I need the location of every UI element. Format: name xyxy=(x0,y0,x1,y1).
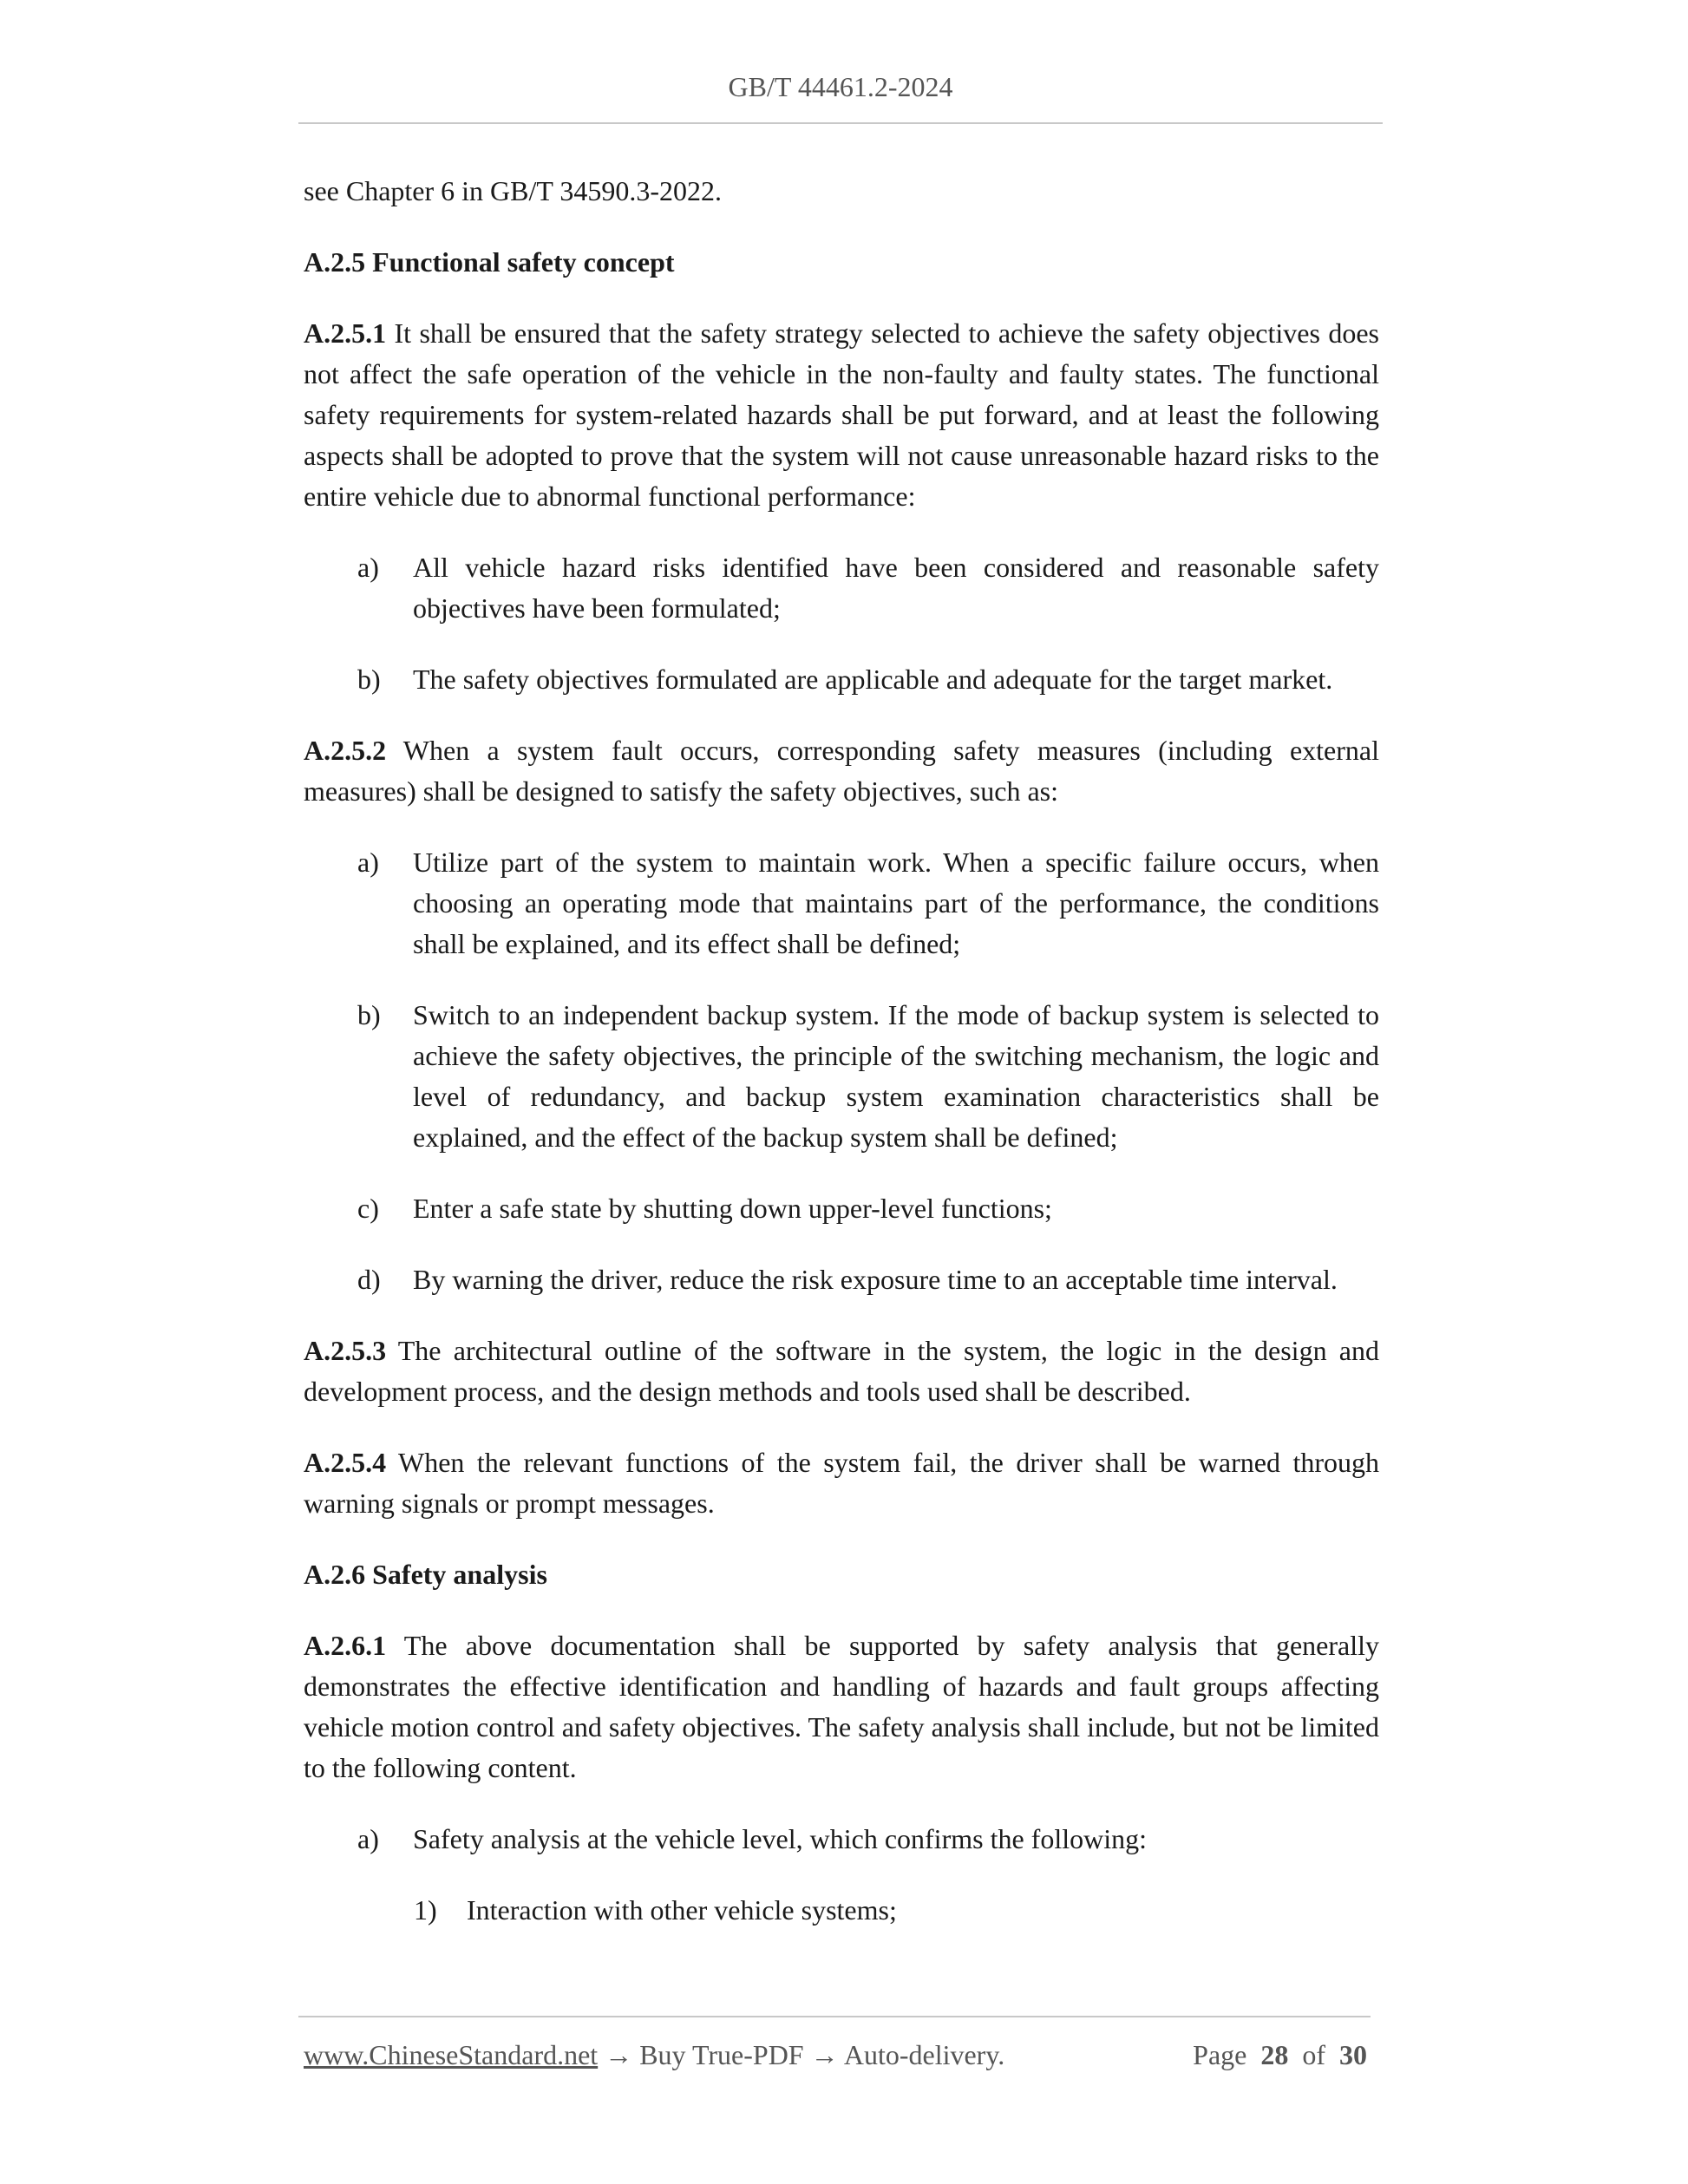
list-item xyxy=(304,547,1379,629)
clause-a2503 xyxy=(304,1331,1379,1412)
footer-buy-text: → Buy True-PDF → Auto-delivery. xyxy=(598,2039,1005,2070)
list-item xyxy=(304,1188,1379,1229)
clause-number: A.2.5.3 xyxy=(304,1335,387,1366)
clause-text: It shall be ensured that the safety strategy selected to achieve the safety objectives does not affect the safe operation of the vehicle in the non-faulty and faulty states. The functional safety requirements for system-related hazards shall be put forward, and at least the following aspects shall be adopted to prove that the system will not cause unreasonable hazard risks to the entire vehicle due to abnormal functional performance: xyxy=(304,317,1379,512)
list-item xyxy=(304,659,1379,700)
list-item-text: Enter a safe state by shutting down upper-level functions; xyxy=(413,1193,1052,1224)
list-item-text: All vehicle hazard risks identified have been considered and reasonable safety objectives have been formulated; xyxy=(413,552,1379,624)
page-footer xyxy=(304,2037,1371,2072)
clause-a2601 xyxy=(304,1625,1379,1788)
clause-a2504 xyxy=(304,1442,1379,1524)
list-item-text: Switch to an independent backup system. If the mode of backup system is selected to achieve the safety objectives, the principle of the switching mechanism, the logic and level of redundancy, and backup system examination characteristics shall be explained, and the effect of the backup system shall be defined; xyxy=(413,999,1379,1153)
sub-list-item xyxy=(304,1890,1379,1931)
header-divider xyxy=(298,122,1383,124)
list-marker: b) xyxy=(357,664,381,695)
list-item-text: The safety objectives formulated are applicable and adequate for the target market. xyxy=(413,664,1333,695)
list-marker: a) xyxy=(357,552,379,583)
clause-number: A.2.5.2 xyxy=(304,735,387,766)
sub-list-marker: 1) xyxy=(414,1894,437,1926)
list-marker: a) xyxy=(357,1823,379,1854)
clause-text: When a system fault occurs, corresponding safety measures (including external measures) shall be designed to satisfy the safety objectives, such as: xyxy=(304,735,1379,807)
page-header-doc-id: GB/T 44461.2-2024 xyxy=(728,71,953,102)
list-marker: c) xyxy=(357,1193,379,1224)
list-item xyxy=(304,842,1379,964)
list-marker: d) xyxy=(357,1264,381,1295)
list-item-text: Safety analysis at the vehicle level, which confirms the following: xyxy=(413,1823,1147,1854)
list-marker: b) xyxy=(357,999,381,1030)
list-item xyxy=(304,1819,1379,1860)
site-link[interactable]: www.ChineseStandard.net xyxy=(304,2039,599,2070)
page-indicator xyxy=(1193,2037,1367,2072)
clause-a2501 xyxy=(304,313,1379,517)
list-item-text: Utilize part of the system to maintain work. When a specific failure occurs, when choosing an operating mode that maintains part of the performance, the conditions shall be explained, and its effect shall be defined; xyxy=(413,847,1379,959)
clause-text: The architectural outline of the software in the system, the logic in the design and development process, and the design methods and tools used shall be described. xyxy=(304,1335,1379,1407)
list-item xyxy=(304,1259,1379,1300)
section-heading-a25: A.2.5 Functional safety concept xyxy=(304,246,675,278)
list-item xyxy=(304,995,1379,1158)
page-word: Page xyxy=(1193,2039,1247,2070)
page-total: 30 xyxy=(1339,2039,1367,2070)
clause-text: The above documentation shall be supported by safety analysis that generally demonstrates the effective identification and handling of hazards and fault groups affecting vehicle motion control and safety objectives. The safety analysis shall include, but not be limited to the following content. xyxy=(304,1630,1379,1783)
intro-paragraph: see Chapter 6 in GB/T 34590.3-2022. xyxy=(304,175,723,206)
document-body xyxy=(304,171,1379,1931)
list-item-text: By warning the driver, reduce the risk exposure time to an acceptable time interval. xyxy=(413,1264,1338,1295)
clause-text: When the relevant functions of the system fail, the driver shall be warned through warning signals or prompt messages. xyxy=(304,1447,1379,1519)
page-current: 28 xyxy=(1260,2039,1289,2070)
clause-number: A.2.5.1 xyxy=(304,317,387,349)
sub-list-item-text: Interaction with other vehicle systems; xyxy=(467,1894,897,1926)
list-marker: a) xyxy=(357,847,379,878)
clause-a2502 xyxy=(304,730,1379,812)
of-word: of xyxy=(1302,2039,1325,2070)
clause-number: A.2.6.1 xyxy=(304,1630,387,1661)
clause-number: A.2.5.4 xyxy=(304,1447,387,1478)
section-heading-a26: A.2.6 Safety analysis xyxy=(304,1559,547,1590)
footer-divider xyxy=(298,2016,1371,2017)
